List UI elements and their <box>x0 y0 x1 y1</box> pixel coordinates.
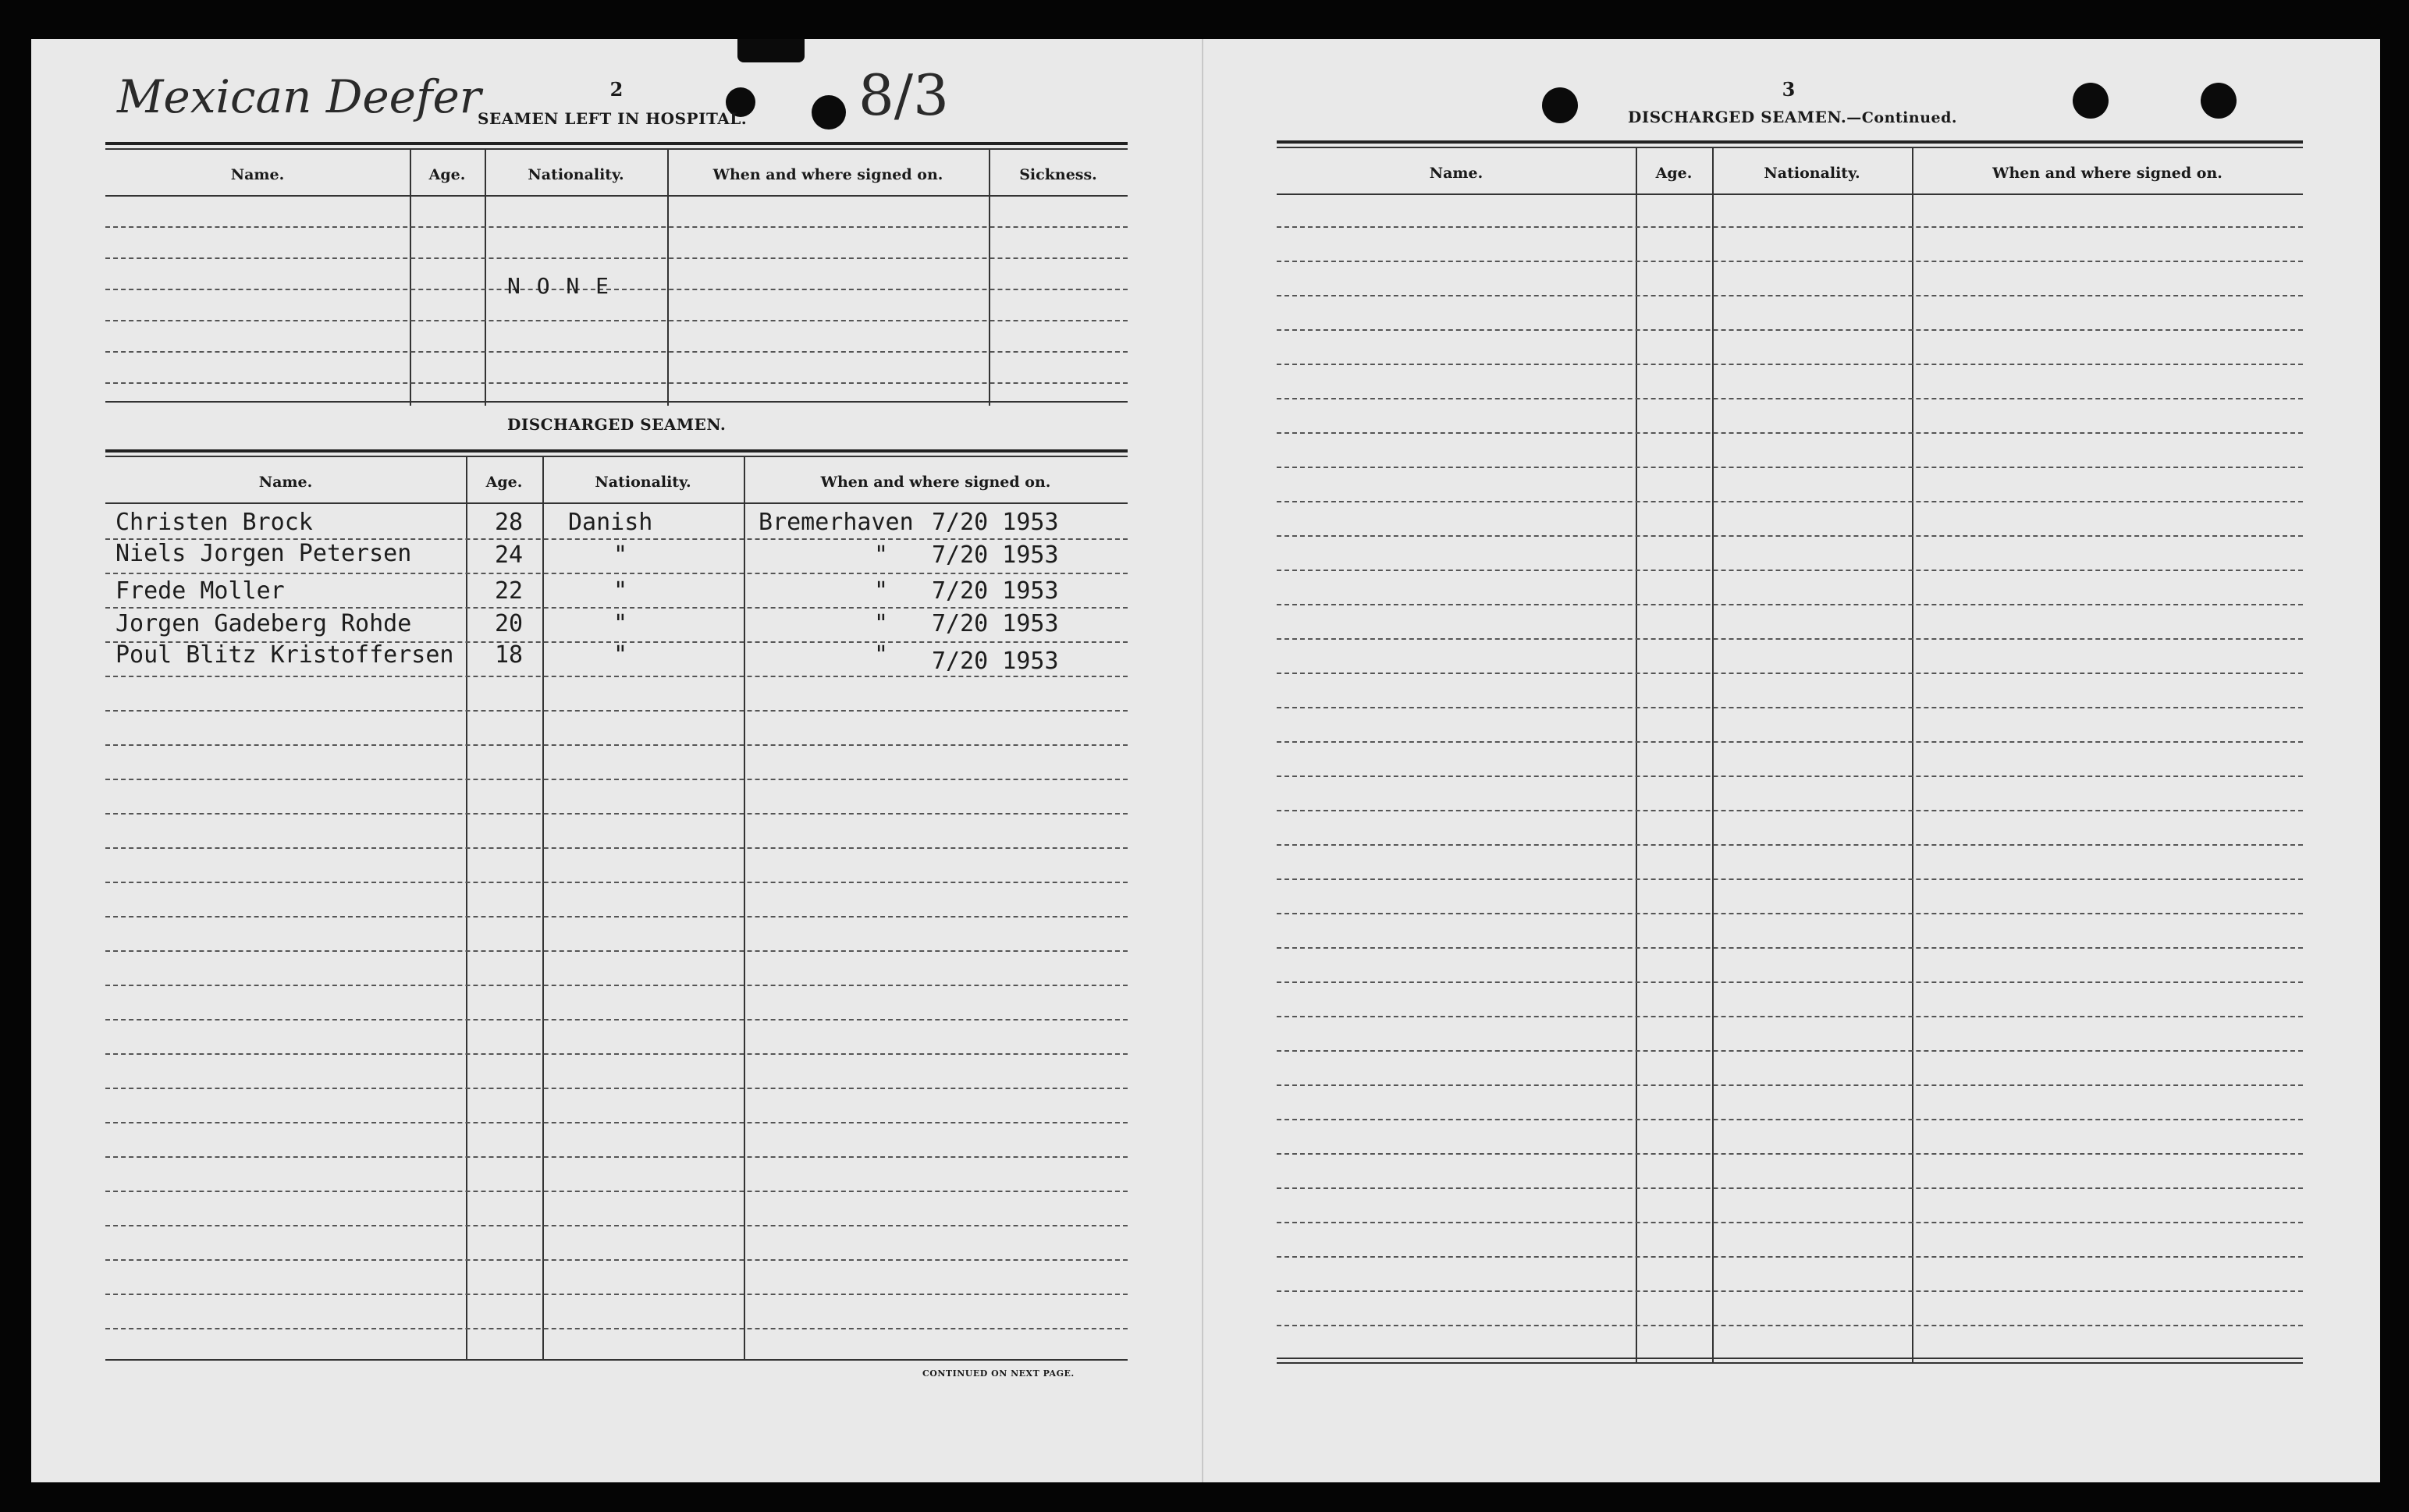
continued-footer: CONTINUED ON NEXT PAGE. <box>922 1368 1075 1379</box>
ruled-line <box>105 1019 1128 1020</box>
section-title-continued <box>1628 108 1957 126</box>
handwritten-mark: 8/3 <box>858 62 949 128</box>
page-number-right: 3 <box>1782 78 1796 101</box>
ruled-line <box>1277 707 2303 708</box>
ruled-line <box>105 985 1128 986</box>
ruled-line <box>1277 1084 2303 1086</box>
ruled-line <box>1277 1050 2303 1052</box>
ruled-line <box>1277 364 2303 365</box>
signed-on-date: 7/20 1953 <box>932 509 1059 536</box>
ruled-line <box>1277 776 2303 777</box>
ruled-line <box>1277 1016 2303 1017</box>
ruled-line <box>105 882 1128 883</box>
signed-on-date: 7/20 1953 <box>932 577 1059 605</box>
col-header-signed-on: When and where signed on. <box>820 474 1051 491</box>
ruled-line <box>105 950 1128 952</box>
ruled-line <box>105 1122 1128 1123</box>
col-header-age: Age. <box>485 474 523 491</box>
ruled-line <box>1277 467 2303 468</box>
ruled-line <box>105 1191 1128 1192</box>
col-header-name: Name. <box>230 166 285 183</box>
col-header-sickness: Sickness. <box>1019 166 1097 183</box>
ruled-line <box>105 1053 1128 1055</box>
seaman-nationality: Danish <box>568 509 653 536</box>
punch-hole <box>812 95 846 130</box>
punch-hole <box>737 39 805 62</box>
none-entry: N O N E <box>507 273 611 299</box>
signed-on-date: 7/20 1953 <box>932 610 1059 637</box>
ruled-line <box>1277 570 2303 571</box>
page-fold <box>1202 39 1203 1482</box>
signed-on-place: " <box>874 541 889 569</box>
punch-hole <box>2073 83 2109 119</box>
seaman-nationality: " <box>613 577 628 605</box>
col-header-nationality: Nationality. <box>528 166 624 183</box>
col-header-signed-on: When and where signed on. <box>1992 165 2222 182</box>
ruled-line <box>1277 981 2303 983</box>
ruled-line <box>1277 226 2303 228</box>
ruled-line <box>1277 810 2303 811</box>
signed-on-date: 7/20 1953 <box>932 648 1059 675</box>
seaman-name: Christen Brock <box>115 509 313 536</box>
seaman-name: Niels Jorgen Petersen <box>115 540 412 567</box>
section-title-discharged: DISCHARGED SEAMEN. <box>507 415 727 434</box>
ruled-line <box>1277 947 2303 949</box>
seaman-age: 24 <box>495 541 524 569</box>
ruled-line <box>105 573 1128 574</box>
ruled-line <box>1277 673 2303 674</box>
ruled-line <box>1277 1290 2303 1292</box>
signed-on-place: Bremerhaven <box>759 509 914 536</box>
ruled-line <box>105 1088 1128 1089</box>
handwritten-note: Mexican Deefer <box>117 70 481 123</box>
ruled-line <box>105 779 1128 780</box>
ruled-line <box>105 916 1128 917</box>
col-header-signed-on: When and where signed on. <box>712 166 943 183</box>
ruled-line <box>1277 1222 2303 1223</box>
seaman-name: Frede Moller <box>115 577 285 605</box>
seaman-name: Jorgen Gadeberg Rohde <box>115 610 412 637</box>
ruled-line <box>1277 1256 2303 1258</box>
col-header-age: Age. <box>1655 165 1693 182</box>
ruled-line <box>1277 1187 2303 1189</box>
seaman-nationality: " <box>613 641 628 669</box>
ruled-line <box>105 1225 1128 1226</box>
seaman-age: 20 <box>495 610 524 637</box>
ruled-line <box>1277 1119 2303 1120</box>
ruled-line <box>105 744 1128 746</box>
col-header-name: Name. <box>258 474 313 491</box>
ruled-line <box>1277 329 2303 331</box>
seaman-age: 28 <box>495 509 524 536</box>
ruled-line <box>1277 878 2303 880</box>
punch-hole <box>1542 87 1578 123</box>
ruled-line <box>105 1294 1128 1295</box>
ruled-line <box>1277 295 2303 296</box>
ruled-line <box>1277 535 2303 537</box>
ruled-line <box>105 813 1128 815</box>
ruled-line <box>1277 1153 2303 1155</box>
ruled-line <box>1277 398 2303 399</box>
seaman-nationality: " <box>613 541 628 569</box>
seaman-age: 18 <box>495 641 524 669</box>
ruled-line <box>105 847 1128 849</box>
ruled-line <box>1277 1325 2303 1326</box>
seaman-age: 22 <box>495 577 524 605</box>
seaman-nationality: " <box>613 610 628 637</box>
signed-on-place: " <box>874 610 889 637</box>
col-header-nationality: Nationality. <box>595 474 691 491</box>
seaman-name: Poul Blitz Kristoffersen <box>115 641 454 669</box>
title-main: DISCHARGED SEAMEN. <box>1628 108 1847 126</box>
ruled-line <box>1277 844 2303 846</box>
ruled-line <box>105 1328 1128 1329</box>
col-header-nationality: Nationality. <box>1764 165 1860 182</box>
col-header-age: Age. <box>428 166 466 183</box>
ruled-line <box>1277 741 2303 743</box>
title-sub: —Continued. <box>1846 109 1958 126</box>
ruled-line <box>1277 638 2303 640</box>
ruled-line <box>1277 604 2303 605</box>
discharged-continued-table <box>1277 140 2303 1362</box>
page-number-left: 2 <box>609 78 624 101</box>
ruled-line <box>105 676 1128 677</box>
punch-hole <box>2201 83 2237 119</box>
ruled-line <box>105 710 1128 712</box>
section-title-hospital: SEAMEN LEFT IN HOSPITAL. <box>478 109 748 128</box>
ruled-line <box>105 1259 1128 1261</box>
ruled-line <box>1277 432 2303 434</box>
ruled-line <box>1277 261 2303 262</box>
ruled-line <box>1277 501 2303 502</box>
ruled-line <box>105 1156 1128 1158</box>
ruled-line <box>1277 913 2303 914</box>
hospital-table <box>105 142 1128 407</box>
col-header-name: Name. <box>1429 165 1483 182</box>
signed-on-place: " <box>874 641 889 669</box>
signed-on-date: 7/20 1953 <box>932 541 1059 569</box>
ruled-line <box>105 607 1128 609</box>
signed-on-place: " <box>874 577 889 605</box>
